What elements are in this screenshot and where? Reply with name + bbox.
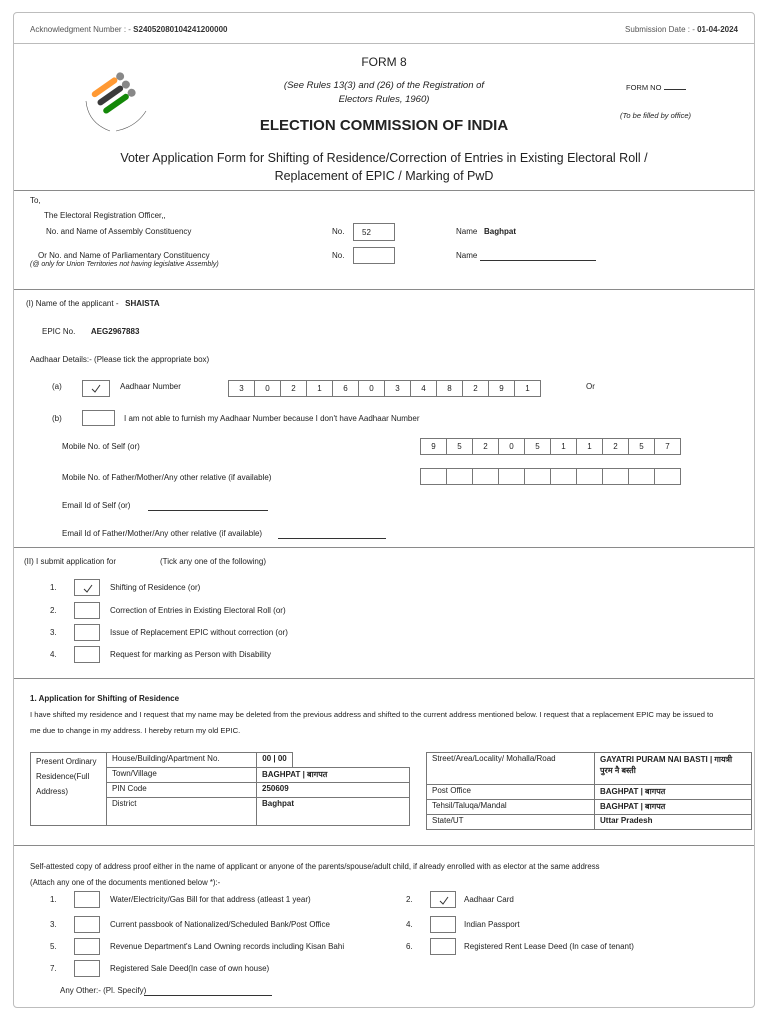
shifting-paragraph-line-2: me due to change in my address. I hereby return my old EPIC.: [30, 726, 241, 735]
mobile-relative-digit-box[interactable]: [446, 468, 473, 485]
application-option-number: 1.: [50, 583, 57, 592]
mobile-digit-box[interactable]: 5: [628, 438, 655, 455]
checkmark-icon: [437, 894, 451, 908]
parliament-name-label: Name: [456, 251, 478, 260]
header-divider: [14, 43, 754, 44]
post-office-label: Post Office: [427, 785, 595, 800]
aadhaar-digit-box[interactable]: 1: [514, 380, 541, 397]
document-option-label: Current passbook of Nationalized/Scheduled Bank/Post Office: [110, 920, 330, 929]
house-value[interactable]: 00 | 00: [257, 753, 293, 768]
mobile-relative-digit-box[interactable]: [498, 468, 525, 485]
application-option-label: Request for marking as Person with Disability: [110, 650, 271, 659]
application-option-number: 4.: [50, 650, 57, 659]
mobile-self-input[interactable]: [420, 438, 680, 455]
section-divider: [14, 190, 754, 191]
assembly-name-value: Baghpat: [484, 227, 517, 236]
mobile-digit-box[interactable]: 1: [576, 438, 603, 455]
no-aadhaar-checkbox[interactable]: [82, 410, 115, 426]
ero-label: The Electoral Registration Officer,,: [44, 211, 166, 220]
documents-line-2: (Attach any one of the documents mentioned below *):-: [30, 878, 221, 887]
document-option-checkbox[interactable]: [430, 891, 456, 908]
document-option-number: 1.: [50, 895, 57, 904]
pin-label: PIN Code: [107, 783, 257, 798]
state-value[interactable]: Uttar Pradesh: [595, 815, 752, 830]
email-relative-label: Email Id of Father/Mother/Any other relative (if available): [62, 529, 263, 538]
document-option-checkbox[interactable]: [74, 960, 100, 977]
address-table-left: [30, 752, 410, 826]
aadhaar-digit-box[interactable]: 8: [436, 380, 463, 397]
form-8-page: [13, 12, 755, 1008]
tehsil-label: Tehsil/Taluqa/Mandal: [427, 800, 595, 815]
assembly-name-label: Name: [456, 227, 478, 236]
epic-value: AEG2967883: [90, 327, 140, 336]
aadhaar-digit-box[interactable]: 1: [306, 380, 333, 397]
mobile-relative-digit-box[interactable]: [524, 468, 551, 485]
document-option-number: 2.: [406, 895, 413, 904]
document-option-checkbox[interactable]: [74, 938, 100, 955]
district-value[interactable]: Baghpat: [257, 798, 410, 826]
house-label: House/Building/Apartment No.: [107, 753, 257, 768]
assembly-constituency-label: No. and Name of Assembly Constituency: [46, 227, 192, 236]
mobile-relative-digit-box[interactable]: [602, 468, 629, 485]
commission-title: ELECTION COMMISSION OF INDIA: [259, 117, 509, 134]
parliament-constituency-label: Or No. and Name of Parliamentary Constituency: [38, 251, 210, 260]
parliament-note: (@ only for Union Territories not having legislative Assembly): [30, 261, 219, 268]
mobile-relative-input[interactable]: [420, 468, 680, 485]
checkmark-icon: [89, 382, 103, 396]
aadhaar-number-checkbox[interactable]: [82, 380, 110, 397]
mobile-self-label: Mobile No. of Self (or): [62, 442, 140, 451]
shifting-paragraph-line-1: I have shifted my residence and I request that my name may be deleted from the previous address and shifted to the current address mentioned below. I request that a replacement EPIC may be issued to: [30, 710, 714, 719]
mobile-relative-digit-box[interactable]: [550, 468, 577, 485]
acknowledgment-line: [30, 25, 227, 34]
street-value[interactable]: GAYATRI PURAM NAI BASTI | गायत्री पुरम नै बस्ती: [595, 753, 752, 785]
mobile-digit-box[interactable]: 2: [602, 438, 629, 455]
aadhaar-number-label: Aadhaar Number: [120, 382, 181, 391]
subtitle-line-2: Replacement of EPIC / Marking of PwD: [274, 169, 494, 183]
submission-date: 01-04-2024: [697, 25, 738, 34]
mobile-relative-label: Mobile No. of Father/Mother/Any other relative (if available): [62, 473, 272, 482]
assembly-name-field: [456, 227, 516, 236]
mobile-relative-digit-box[interactable]: [420, 468, 447, 485]
aadhaar-digit-box[interactable]: 0: [358, 380, 385, 397]
section-divider: [14, 547, 754, 548]
tick-note: (Tick any one of the following): [160, 557, 266, 566]
document-option-number: 7.: [50, 964, 57, 973]
mobile-digit-box[interactable]: 5: [446, 438, 473, 455]
aadhaar-digit-box[interactable]: 2: [462, 380, 489, 397]
document-option-number: 3.: [50, 920, 57, 929]
application-option-label: Shifting of Residence (or): [110, 583, 201, 592]
submission-label: Submission Date : -: [625, 25, 698, 34]
form-number-title: FORM 8: [361, 55, 407, 69]
parliament-no-label: No.: [332, 251, 345, 260]
ack-number: S24052080104241200000: [133, 25, 228, 34]
document-option-checkbox[interactable]: [430, 916, 456, 933]
applicant-name-field: [26, 299, 160, 308]
any-other-label: Any Other:- (Pl. Specify): [60, 986, 147, 995]
mobile-digit-box[interactable]: 7: [654, 438, 681, 455]
document-option-number: 6.: [406, 942, 413, 951]
assembly-no-label: No.: [332, 227, 345, 236]
aadhaar-digit-box[interactable]: 9: [488, 380, 515, 397]
option-b-label: (b): [52, 414, 62, 423]
applicant-name-value: SHAISTA: [125, 299, 160, 308]
aadhaar-digit-box[interactable]: 3: [384, 380, 411, 397]
assembly-no-value: 52: [362, 228, 371, 237]
state-label: State/UT: [427, 815, 595, 830]
parliament-no-field[interactable]: [353, 247, 395, 264]
application-option-label: Issue of Replacement EPIC without correction (or): [110, 628, 288, 637]
application-option-checkbox[interactable]: [74, 624, 100, 641]
application-option-number: 2.: [50, 606, 57, 615]
rules-line-1: (See Rules 13(3) and (26) of the Registration of: [283, 80, 485, 91]
application-option-label: Correction of Entries in Existing Electoral Roll (or): [110, 606, 286, 615]
mobile-digit-box[interactable]: 5: [524, 438, 551, 455]
no-aadhaar-label: I am not able to furnish my Aadhaar Number because I don't have Aadhaar Number: [124, 414, 420, 423]
mobile-relative-digit-box[interactable]: [654, 468, 681, 485]
form-no-blank: [664, 89, 686, 90]
assembly-no-field[interactable]: [353, 223, 395, 241]
aadhaar-details-label: Aadhaar Details:- (Please tick the appropriate box): [30, 355, 210, 364]
form-no-label: FORM NO: [626, 83, 662, 92]
pin-value[interactable]: 250609: [257, 783, 410, 798]
email-self-label: Email Id of Self (or): [62, 501, 131, 510]
application-option-checkbox[interactable]: [74, 602, 100, 619]
street-label: Street/Area/Locality/ Mohalla/Road: [427, 753, 595, 785]
any-other-blank[interactable]: [144, 995, 272, 996]
documents-line-1: Self-attested copy of address proof either in the name of applicant or anyone of the parents/spouse/adult child, if already enrolled with as elector at the same address: [30, 862, 600, 871]
application-for-label: (II) I submit application for: [24, 557, 117, 566]
document-option-label: Registered Sale Deed(In case of own house): [110, 964, 270, 973]
mobile-digit-box[interactable]: 1: [550, 438, 577, 455]
aadhaar-digit-box[interactable]: 0: [254, 380, 281, 397]
applicant-name-label: (I) Name of the applicant -: [26, 299, 119, 308]
office-note: (To be filled by office): [620, 111, 692, 120]
document-option-label: Revenue Department's Land Owning records including Kisan Bahi: [110, 942, 345, 951]
application-option-checkbox[interactable]: [74, 646, 100, 663]
present-residence-label: Present Ordinary Residence(Full Address): [31, 753, 107, 826]
town-label: Town/Village: [107, 768, 257, 783]
mobile-relative-digit-box[interactable]: [472, 468, 499, 485]
email-self-blank[interactable]: [148, 510, 268, 511]
aadhaar-digit-box[interactable]: 2: [280, 380, 307, 397]
epic-field: [42, 327, 139, 336]
email-relative-blank[interactable]: [278, 538, 386, 539]
town-value[interactable]: BAGHPAT | बागपत: [257, 768, 410, 783]
mobile-digit-box[interactable]: 2: [472, 438, 499, 455]
epic-label: EPIC No.: [42, 327, 76, 336]
document-option-number: 4.: [406, 920, 413, 929]
document-option-label: Registered Rent Lease Deed (In case of tenant): [464, 942, 634, 951]
document-option-checkbox[interactable]: [74, 891, 100, 908]
ack-label: Acknowledgment Number : -: [30, 25, 134, 34]
submission-line: [625, 25, 738, 34]
document-option-label: Water/Electricity/Gas Bill for that address (atleast 1 year): [110, 895, 311, 904]
document-option-checkbox[interactable]: [74, 916, 100, 933]
mobile-relative-digit-box[interactable]: [576, 468, 603, 485]
application-option-checkbox[interactable]: [74, 579, 100, 596]
document-option-checkbox[interactable]: [430, 938, 456, 955]
shifting-heading: 1. Application for Shifting of Residence: [30, 694, 180, 703]
subtitle-line-1: Voter Application Form for Shifting of Residence/Correction of Entries in Existing Electoral Roll /: [120, 151, 648, 165]
section-divider: [14, 845, 754, 846]
post-office-value[interactable]: BAGHPAT | बागपत: [595, 785, 752, 800]
to-label: To,: [30, 196, 41, 205]
checkmark-icon: [81, 582, 95, 596]
document-option-label: Indian Passport: [464, 920, 520, 929]
mobile-digit-box[interactable]: 0: [498, 438, 525, 455]
mobile-relative-digit-box[interactable]: [628, 468, 655, 485]
document-option-label: Aadhaar Card: [464, 895, 514, 904]
aadhaar-digit-box[interactable]: 6: [332, 380, 359, 397]
section-divider: [14, 678, 754, 679]
district-label: District: [107, 798, 257, 826]
form-no-field: [626, 83, 686, 92]
application-option-number: 3.: [50, 628, 57, 637]
address-table-right: [426, 752, 752, 830]
parliament-name-blank[interactable]: [480, 260, 596, 261]
mobile-digit-box[interactable]: 9: [420, 438, 447, 455]
option-a-label: (a): [52, 382, 62, 391]
tehsil-value[interactable]: BAGHPAT | बागपत: [595, 800, 752, 815]
rules-line-2: Electors Rules, 1960): [338, 94, 430, 105]
document-option-number: 5.: [50, 942, 57, 951]
aadhaar-digit-box[interactable]: 3: [228, 380, 255, 397]
or-label: Or: [586, 382, 595, 391]
aadhaar-digit-box[interactable]: 4: [410, 380, 437, 397]
aadhaar-number-input[interactable]: [228, 380, 540, 397]
section-divider: [14, 289, 754, 290]
